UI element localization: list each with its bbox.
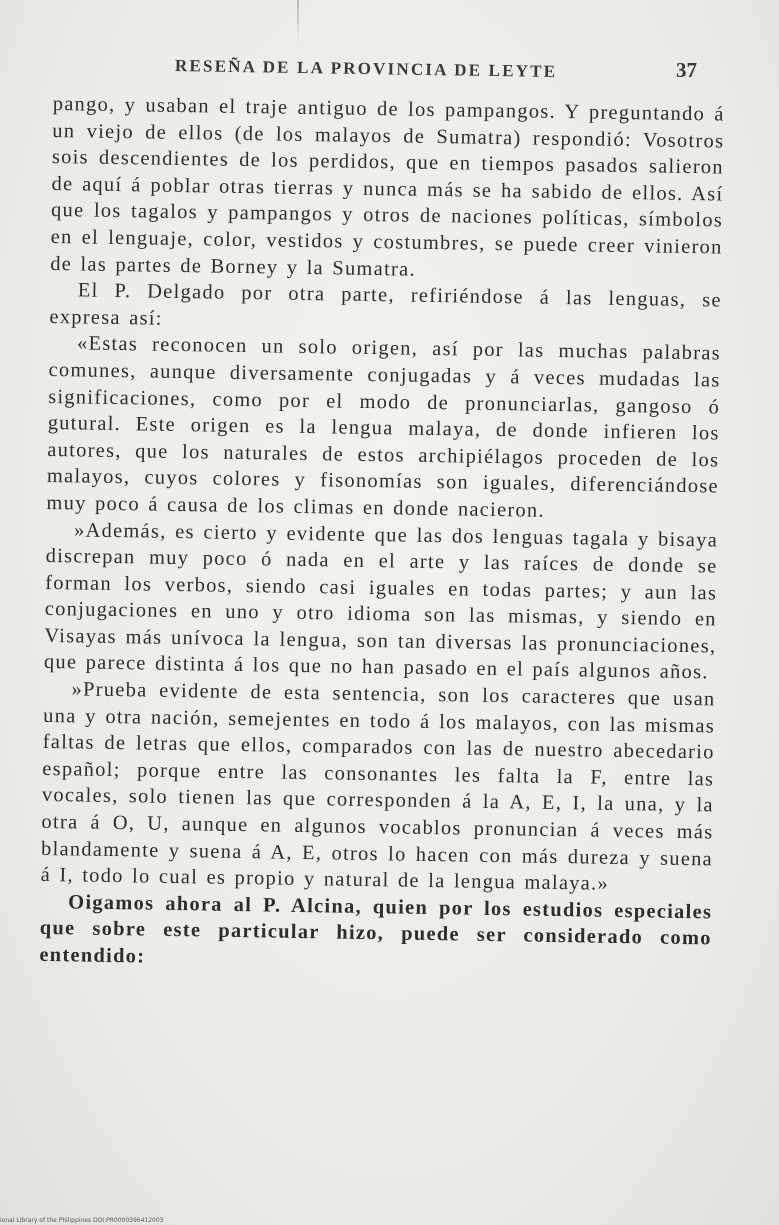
- paragraph-continuation: pango, y usaban el traje antiguo de los pampangos. Y preguntando á un viejo de ellos (de los malayos de Sumatra) respondió: Vosotros sois descendientes de los perdidos, que en tiempos pasados salieron de aquí á poblar otras tierras y nunca más se ha sabido de ellos. Así que los tagalos y pampangos y otros de naciones políticas, símbolos en el lenguaje, color, vestidos y costumbres, se puede creer vinieron de las partes de Borney y la Sumatra.: [50, 92, 725, 281]
- quote-paragraph-3: »Prueba evidente de esta sentencia, son los caracteres que usan una y otra nación, semejentes en todo á los malayos, con las mismas faltas de letras que ellos, comparados con las de nuestro abecedario español; porque entre las consonantes les falta la F, entre las vocales, solo tienen las que corresponden á la A, E, I, la una, y la otra á O, U, aunque en algunos vocablos pronuncian á veces más blandamente y suena á A, E, otros lo hacen con más dureza y suena á I, todo lo cual es propio y natural de la lengua malaya.»: [40, 678, 716, 896]
- page-fold-mark: [297, 0, 299, 42]
- library-credit: ional Library of the Philippines DOI:PR0000396412003: [0, 1217, 164, 1224]
- paragraph-alcina-intro: Oigamos ahora al P. Alcina, quien por los estudios especiales que sobre este particular hizo, puede ser considerado como entendido:: [39, 891, 713, 968]
- page-header: [175, 52, 705, 82]
- paragraph-delgado-intro: El P. Delgado por otra parte, refiriéndose á las lenguas, se expresa así:: [49, 279, 722, 330]
- quote-paragraph-1: «Estas reconocen un solo origen, así por las muchas palabras comunes, aunque diversamente conjugadas y á veces mudadas las significaciones, como por el modo de pronunciarlas, gangoso ó gutural. Este origen es la lengua malaya, de donde infieren los autores, que los naturales de estos archipiélagos proceden de los malayos, cuyos colores y fisonomías son iguales, diferenciándose muy poco á causa de los climas en donde nacieron.: [46, 332, 722, 522]
- body-text: [39, 91, 725, 979]
- page-number: 37: [676, 58, 697, 82]
- quote-paragraph-2: »Además, es cierto y evidente que las dos lenguas tagala y bisaya discrepan muy poco ó nada en el arte y las raíces de donde se forman los verbos, siendo casi iguales en todas partes; y aun las conjugaciones en uno y otro idioma son las mismas, y siendo en Visayas más unívoca la lengua, son tan diversas las pronunciaciones, que parece distinta á los que no han pasado en el país algunos años.: [43, 518, 719, 684]
- running-title: RESEÑA DE LA PROVINCIA DE LEYTE: [174, 56, 558, 82]
